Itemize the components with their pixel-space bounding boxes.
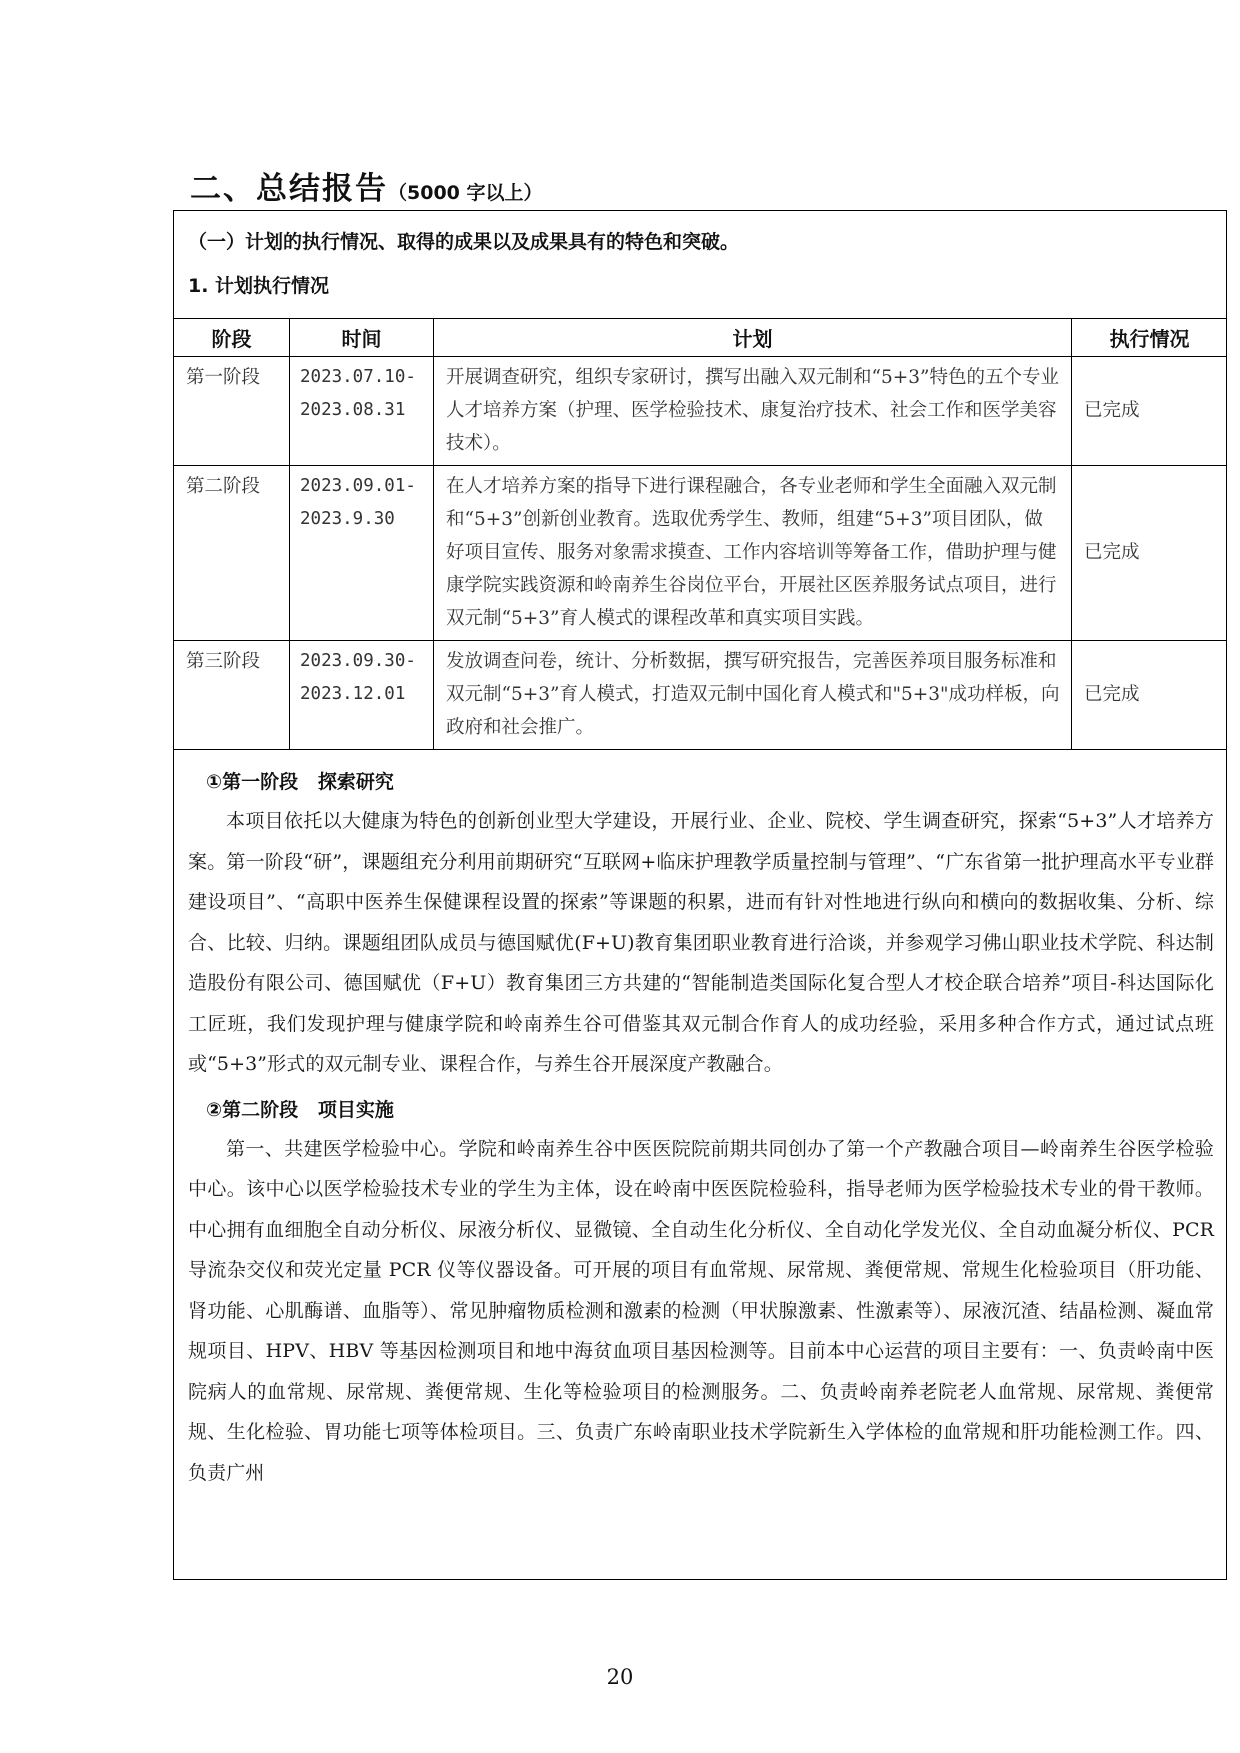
page-title-note: （5000 字以上） [388, 182, 543, 204]
stage2-heading: ②第二阶段 项目实施 [206, 1098, 394, 1121]
page-number: 20 [606, 1665, 634, 1689]
header-status: 执行情况 [1072, 319, 1228, 357]
table-row [174, 641, 1228, 750]
section-heading: （一）计划的执行情况、取得的成果以及成果具有的特色和突破。 [188, 231, 740, 253]
row-status: 已完成 [1072, 466, 1228, 641]
row-time: 2023.09.30-2023.12.01 [290, 641, 434, 750]
stage1-heading: ①第一阶段 探索研究 [206, 771, 394, 793]
sub-heading: 1. 计划执行情况 [188, 275, 330, 297]
stage2-paragraph: 第一、共建医学检验中心。学院和岭南养生谷中医医院院前期共同创办了第一个产教融合项目—岭南养生谷医学检验中心。该中心以医学检验技术专业的学生为主体，设在岭南中医医院检验科，指导老师为医学检验技术专业的骨干教师。中心拥有血细胞全自动分析仪、尿液分析仪、显微镜、全自动生化分析仪、全自动化学发光仪、全自动血凝分析仪、PCR 导流杂交仪和荧光定量 PCR 仪等仪器设备。可开展的项目有血常规、尿常规、粪便常规、常规生化检验项目（肝功能、肾功能、心肌酶谱、血脂等）、常见肿瘤物质检测和激素的检测（甲状腺激素、性激素等）、尿液沉渣、结晶检测、凝血常规项目、HPV、HBV 等基因检测项目和地中海贫血项目基因检测等。目前本中心运营的项目主要有：一、负责岭南中医院病人的血常规、尿常规、粪便常规、生化等检验项目的检测服务。二、负责岭南养老院老人血常规、尿常规、粪便常规、生化检验、胃功能七项等体检项目。三、负责广东岭南职业技术学院新生入学体检的血常规和肝功能检测工作。四、负责广州 [188, 1137, 1214, 1484]
row-time: 2023.07.10-2023.08.31 [290, 357, 434, 466]
plan-execution-table [173, 318, 1227, 750]
row-stage: 第二阶段 [174, 466, 290, 641]
report-frame [173, 210, 1227, 1580]
stage1-paragraph: 本项目依托以大健康为特色的创新创业型大学建设，开展行业、企业、院校、学生调查研究，探索“5+3”人才培养方案。第一阶段“研”，课题组充分利用前期研究“互联网+临床护理教学质量控制与管理”、“广东省第一批护理高水平专业群建设项目”、“高职中医养生保健课程设置的探索”等课题的积累，进而有针对性地进行纵向和横向的数据收集、分析、综合、比较、归纳。课题组团队成员与德国赋优(F+U)教育集团职业教育进行洽谈，并参观学习佛山职业技术学院、科达制造股份有限公司、德国赋优（F+U）教育集团三方共建的“智能制造类国际化复合型人才校企联合培养”项目-科达国际化工匠班，我们发现护理与健康学院和岭南养生谷可借鉴其双元制合作育人的成功经验，采用多种合作方式，通过试点班或“5+3”形式的双元制专业、课程合作，与养生谷开展深度产教融合。 [188, 810, 1214, 1075]
row-status: 已完成 [1072, 357, 1228, 466]
table-row [174, 466, 1228, 641]
row-time: 2023.09.01-2023.9.30 [290, 466, 434, 641]
row-stage: 第三阶段 [174, 641, 290, 750]
page-title-text: 二、总结报告 [190, 171, 388, 207]
table-row [174, 357, 1228, 466]
header-plan: 计划 [434, 319, 1072, 357]
page-title [190, 163, 543, 208]
row-stage: 第一阶段 [174, 357, 290, 466]
row-plan: 发放调查问卷，统计、分析数据，撰写研究报告，完善医养项目服务标准和双元制“5+3”育人模式，打造双元制中国化育人模式和"5+3"成功样板，向政府和社会推广。 [434, 641, 1072, 750]
row-plan: 在人才培养方案的指导下进行课程融合，各专业老师和学生全面融入双元制和“5+3”创新创业教育。选取优秀学生、教师，组建“5+3”项目团队，做好项目宣传、服务对象需求摸查、工作内容培训等筹备工作，借助护理与健康学院实践资源和岭南养生谷岗位平台，开展社区医养服务试点项目，进行双元制“5+3”育人模式的课程改革和真实项目实践。 [434, 466, 1072, 641]
row-status: 已完成 [1072, 641, 1228, 750]
header-stage: 阶段 [174, 319, 290, 357]
report-body [174, 757, 1227, 1493]
row-plan: 开展调查研究，组织专家研讨，撰写出融入双元制和“5+3”特色的五个专业人才培养方案（护理、医学检验技术、康复治疗技术、社会工作和医学美容技术）。 [434, 357, 1072, 466]
table-header-row [174, 319, 1228, 357]
header-time: 时间 [290, 319, 434, 357]
